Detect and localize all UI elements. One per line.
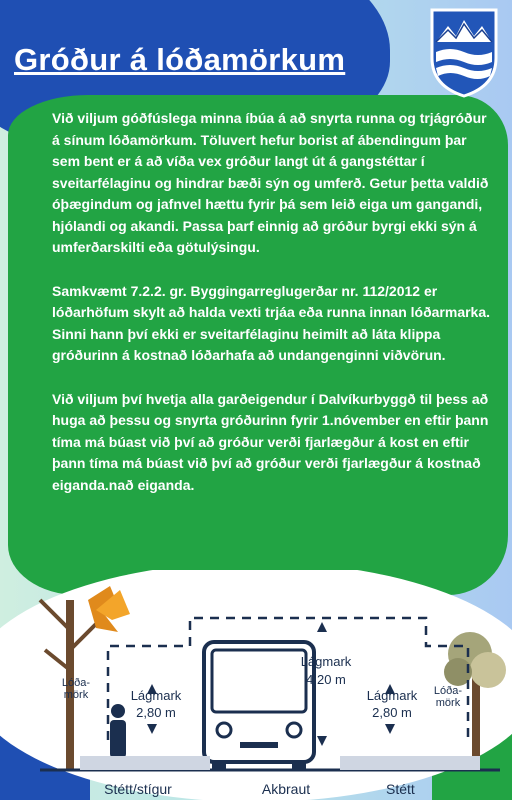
sidewalk-right	[340, 756, 480, 770]
page-title: Gróður á lóðamörkum	[14, 42, 346, 77]
min-center-label-1: Lágmark	[300, 654, 352, 669]
sidewalk-left	[80, 756, 210, 770]
min-right-label-2: 2,80 m	[372, 705, 412, 720]
coat-of-arms-icon	[428, 6, 500, 100]
paragraph-2: Samkvæmt 7.2.2. gr. Byggingarreglugerðar nr. 112/2012 er lóðarhöfum skylt að halda vexti trjáa eða runna innan lóðarmarka. Sinni hann því ekki er sveitarfélaginu heimilt að láta klippa gróðurinn á kostnað lóðarhafa að undangenginni viðvörun.	[52, 282, 491, 363]
body-text	[52, 108, 496, 518]
boundary-left-label-2: mörk	[63, 689, 89, 701]
boundary-left-label-1: Lóða-	[61, 677, 91, 689]
road-label: Akbraut	[261, 781, 311, 797]
min-center-label-2: 4,20 m	[306, 672, 346, 687]
min-left-label-1: Lágmark	[130, 688, 182, 703]
boundary-right-label-1: Lóða-	[433, 685, 463, 697]
vehicle-icon	[204, 642, 314, 770]
min-left-label-2: 2,80 m	[136, 705, 176, 720]
paragraph-3: Við viljum því hvetja alla garðeigendur í Dalvíkurbyggð til þess að huga að þessu og snyrta gróðurinn fyrir 1.nóvember en eftir þann tíma má búast við því að gróður verði fjarlægður á kost en eftir þann tíma má búast við því að gróður verði fjarlægður á kostnað eiganda.nað eiganda.	[52, 390, 489, 493]
sidewalk-right-label: Stétt	[386, 781, 415, 797]
paragraph-1: Við viljum góðfúslega minna íbúa á að snyrta runna og trjágróður á sínum lóðamörkum. Töluvert hefur borist af ábendingum þar sem bent er á að víða vex gróður langt út á gangstéttar í sveitarfélaginu og hindrar bæði sýn og umferð. Getur þetta valdið óþægindum og jafnvel hættu fyrir þá sem leið eiga um gangandi, hjólandi og akandi. Passa þarf einnig að gróður byrgi ekki sýn á umferðarskilti eða götulýsingu.	[52, 110, 489, 255]
boundary-right-label-2: mörk	[435, 697, 461, 709]
pedestrian-icon	[110, 704, 126, 758]
min-right-label-1: Lágmark	[366, 688, 418, 703]
road-diagram	[0, 570, 512, 800]
sidewalk-label: Stétt/stígur	[104, 781, 172, 797]
